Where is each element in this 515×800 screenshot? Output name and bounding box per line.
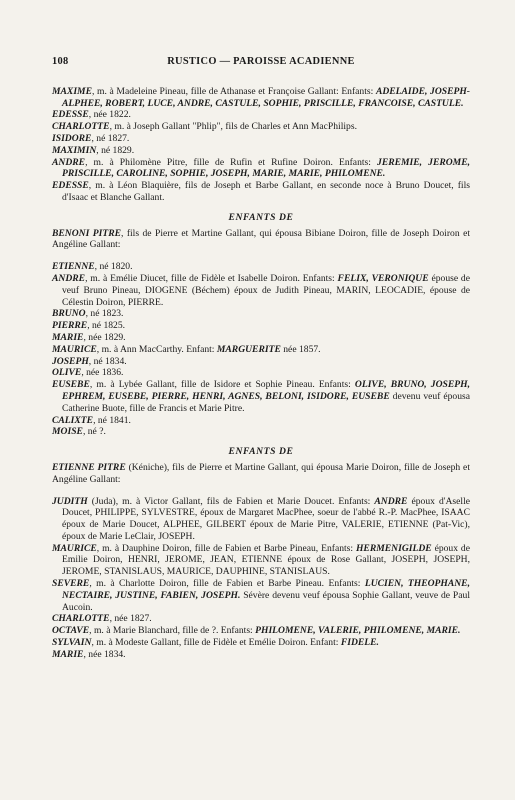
entry-text: , m. à Emélie Diucet, fille de Fidèle et Isabelle Doiron. Enfants: (85, 272, 338, 284)
genealogy-entry (52, 86, 470, 110)
genealogy-entry (52, 367, 470, 379)
genealogy-entry (52, 261, 470, 273)
genealogy-entry (52, 273, 470, 308)
page-number: 108 (52, 56, 69, 67)
genealogy-entry (52, 426, 470, 438)
genealogy-entry (52, 332, 470, 344)
genealogy-entry (52, 613, 470, 625)
person-name: MOISE (52, 426, 83, 438)
entry-text: , m. à Philomène Pitre, fille de Rufin et Rufine Doiron. Enfants: (85, 156, 378, 168)
entry-text: , né 1829. (96, 144, 135, 156)
entry-text: , né 1841. (93, 414, 131, 426)
entry-text: , née 1822. (88, 109, 131, 121)
running-title: RUSTICO — PAROISSE ACADIENNE (167, 56, 355, 67)
person-name: MARIE (52, 331, 84, 343)
genealogy-entry (52, 578, 470, 613)
children-names: OLIVE, BRUNO, JOSEPH, EPHREM, EUSEBE, PIERRE, HENRI, AGNES, BELONI, ISIDORE, EUSEBE (62, 379, 470, 402)
parent-name: ETIENNE PITRE (52, 461, 126, 473)
entry-text: , née 1829. (83, 331, 126, 343)
entry-text: , m. à Modeste Gallant, fille de Fidèle et Emélie Doiron. Enfant: (91, 637, 341, 649)
parent-name: BENONI PITRE (52, 227, 121, 239)
genealogy-entry (52, 543, 470, 578)
person-name: BRUNO (52, 308, 86, 320)
entry-text: , m. à Marie Blanchard, fille de ?. Enfants: (89, 625, 256, 637)
entry-text: , né 1834. (88, 355, 127, 367)
genealogy-entry (52, 637, 470, 649)
person-name: SYLVAIN (52, 637, 92, 649)
entry-tail: devenu veuf épousa Catherine Buote, fille de Francis et Marie Pitre. (62, 390, 470, 414)
children-names: JEREMIE, JEROME, PRISCILLE, CAROLINE, SOPHIE, JOSEPH, MARIE, MARIE, PHILOMENE. (62, 156, 470, 180)
entry-text: , née 1827. (109, 613, 152, 625)
intro-text: , fils de Pierre et Martine Gallant, qui épousa Bibiane Doiron, fille de Joseph Doiron et Angéline Gallant: (52, 227, 470, 251)
person-name: ANDRE (52, 272, 86, 284)
person-name: OLIVE (52, 367, 82, 379)
genealogy-entry (52, 320, 470, 332)
section-heading-2: ENFANTS DE (228, 446, 294, 458)
entry-tail: Sévère devenu veuf épousa Sophie Gallant, veuve de Paul Aucoin. (62, 589, 470, 613)
entry-text: , né 1823. (85, 308, 124, 320)
genealogy-entry (52, 379, 470, 414)
genealogy-entry (52, 121, 470, 133)
entry-text: , né 1827. (91, 132, 130, 144)
entry-text: , m. à Charlotte Doiron, fille de Fabien et Barbe Pineau. Enfants: (89, 578, 365, 590)
person-name: MAXIMIN (52, 144, 97, 156)
person-name: MAURICE (52, 542, 97, 554)
intro-text: (Kéniche), fils de Pierre et Martine Gallant, qui épousa Marie Doiron, fille de Joseph et Angéline Gallant: (52, 461, 470, 485)
person-name: ETIENNE (52, 261, 95, 273)
person-name: EDESSE (52, 180, 89, 192)
section-intro-1 (52, 228, 470, 252)
genealogy-entry (52, 415, 470, 427)
children-names: ANDRE (374, 495, 408, 507)
person-name: MAXIME (52, 85, 92, 97)
person-name: JOSEPH (52, 355, 89, 367)
entry-text: , né 1820. (94, 261, 133, 273)
person-name: PIERRE (52, 320, 88, 332)
genealogy-entry (52, 109, 470, 121)
children-names: PHILOMENE, VALERIE, PHILOMENE, MARIE. (255, 625, 461, 637)
entry-text: (Juda), m. à Victor Gallant, fils de Fabien et Marie Doucet. Enfants: (87, 495, 375, 507)
entry-tail: épouse de veuf Bruno Pineau, DIOGENE (Béchem) époux de Judith Pineau, MARIN, LEOCADIE, épouse de Célestin Doiron, PIERRE. (62, 272, 470, 308)
section-heading-1: ENFANTS DE (228, 211, 294, 223)
family-list-1 (52, 86, 470, 204)
family-list-3 (52, 496, 470, 661)
entry-text: , m. à Joseph Gallant "Phlip", fils de Charles et Ann MacPhilips. (109, 121, 357, 133)
genealogy-entry (52, 625, 470, 637)
person-name: EDESSE (52, 109, 89, 121)
entry-tail: née 1857. (280, 343, 321, 355)
person-name: MAURICE (52, 343, 97, 355)
children-names: FIDELE. (340, 637, 379, 649)
children-names: ADELAIDE, JOSEPH-ALPHEE, ROBERT, LUCE, ANDRE, CASTULE, SOPHIE, PRISCILLE, FRANCOISE, CASTULE. (62, 85, 470, 109)
person-name: ISIDORE (52, 132, 92, 144)
entry-tail: époux d'Aselle Doucet, PHILIPPE, SYLVESTRE, époux de Margaret MacPhee, soeur de l'abbé R.-P. MacPhee, ISAAC époux de Marie Doucet, ALPHEE, GILBERT époux de Marie Pitre, VALERIE, ETIENNE (Pat-Vic), époux de Marie LeClair, JOSEPH. (62, 495, 471, 542)
genealogy-entry (52, 180, 470, 204)
entry-text: , m. à Dauphine Doiron, fille de Fabien et Barbe Pineau, Enfants: (96, 542, 356, 554)
entry-text: , m. à Ann MacCarthy. Enfant: (96, 343, 217, 355)
person-name: JUDITH (52, 495, 88, 507)
genealogy-entry (52, 356, 470, 368)
family-list-2 (52, 261, 470, 438)
page-header (52, 56, 470, 68)
person-name: EUSEBE (52, 379, 90, 391)
entry-text: , m. à Madeleine Pineau, fille de Athanase et Françoise Gallant: Enfants: (92, 85, 376, 97)
children-names: LUCIEN, THEOPHANE, NECTAIRE, JUSTINE, FABIEN, JOSEPH. (62, 578, 470, 601)
entry-text: , née 1834. (83, 648, 126, 660)
person-name: CHARLOTTE (52, 121, 110, 133)
genealogy-entry (52, 308, 470, 320)
person-name: MARIE (52, 648, 84, 660)
genealogy-entry (52, 496, 470, 543)
entry-tail: époux de Emilie Doiron, HENRI, JEROME, JEAN, ETIENNE époux de Rose Gallant, JOSEPH, JOSEPH, JEROME, STANISLAUS, MAURICE, DAUPHINE, STANISLAUS. (62, 542, 470, 578)
person-name: SEVERE (52, 578, 90, 590)
entry-text: , m. à Lybée Gallant, fille de Isidore et Sophie Pineau. Enfants: (89, 379, 355, 391)
genealogy-entry (52, 649, 470, 661)
children-names: HERMENIGILDE (355, 542, 432, 554)
person-name: ANDRE (52, 156, 86, 168)
children-names: FELIX, VERONIQUE (337, 272, 429, 284)
entry-text: , née 1836. (81, 367, 124, 379)
genealogy-entry (52, 344, 470, 356)
genealogy-entry (52, 133, 470, 145)
person-name: CALIXTE (52, 414, 94, 426)
page-content (52, 56, 470, 661)
person-name: OCTAVE (52, 625, 90, 637)
genealogy-entry (52, 157, 470, 181)
person-name: CHARLOTTE (52, 613, 110, 625)
genealogy-entry (52, 145, 470, 157)
entry-text: , né 1825. (87, 320, 126, 332)
entry-text: , m. à Léon Blaquière, fils de Joseph et Barbe Gallant, en seconde noce à Bruno Doucet, fils d'Isaac et Blanche Gallant. (62, 180, 470, 203)
section-intro-2 (52, 462, 470, 486)
entry-text: , né ?. (82, 426, 106, 438)
children-names: MARGUERITE (216, 343, 281, 355)
